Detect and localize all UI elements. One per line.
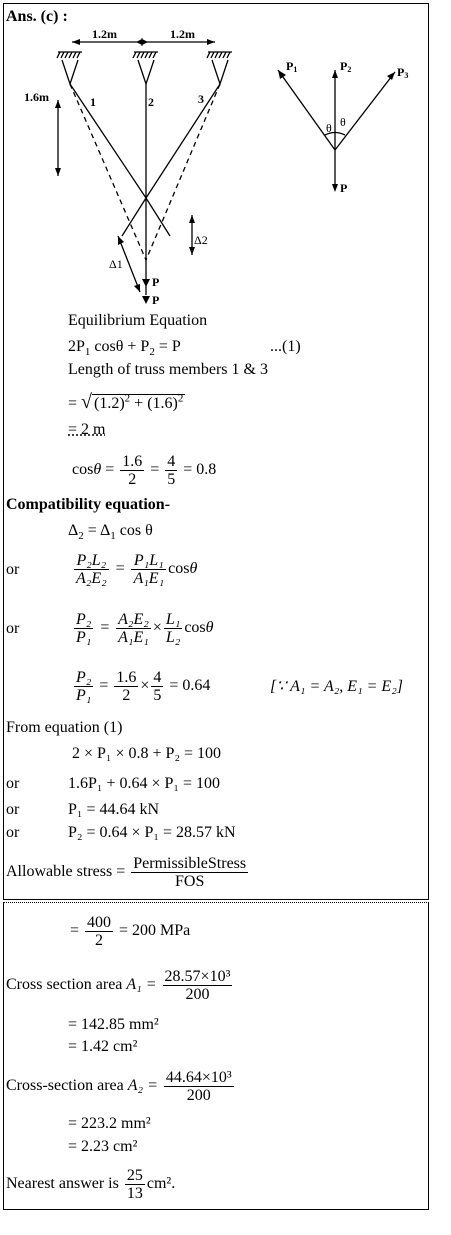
fbd-theta-right: θ [340,115,346,129]
or-label-3: or [6,775,20,792]
allowable-stress-line: Allowable stress = $\frac{\text{PermissibleStress}}{\text{FOS}}$ [6,854,247,890]
from-line3: P₁ = 44.64 kN [68,801,160,818]
or-label-2: or [6,620,20,637]
cos-theta-equation: cosθ = $\frac{1.6}{2}$ = $\frac{4}{5}$ = 0.8 [72,452,217,488]
member-3-label: 3 [198,92,204,106]
equilibrium-heading: Equilibrium Equation [68,312,208,329]
from-equation-heading: From equation (1) [6,719,123,736]
compatibility-line3: $\frac{\text{P₂}}{\text{P₁}}$ = $\frac{\text{A₂E₂}}{\text{A₁E₁}}$ × $\frac{\text{L₁}}{\text{L₂}}$ cosθ [76,610,214,646]
area1-mm2: = 142.85 mm² [68,1016,159,1033]
or-label-5: or [6,824,20,841]
allowable-stress-result: = $\frac{400}{2}$ = 200 MPa [70,913,191,949]
from-line4: P₂ = 0.64 × P₁ = 28.57 kN [68,824,236,841]
area2-cm2: = 2.23 cm² [68,1138,138,1155]
or-label-1: or [6,561,20,578]
length-heading: Length of truss members 1 & 3 [68,361,268,378]
area1-cm2: = 1.42 cm² [68,1038,138,1055]
area1-line: Cross section area A₁ = $\frac{\text{28.57×10³}}{200}$ [6,967,231,1003]
load-p-bottom: P [152,293,160,307]
answer-label: Ans. (c) : [6,8,68,25]
dim-height: 1.6m [24,90,49,104]
compatibility-line2: $\frac{\text{P₂L₂}}{\text{A₂E₂}}$ = $\frac{\text{P₁L₁}}{\text{A₁E₁}}$ cosθ [76,551,198,587]
fbd-p2: P2 [340,59,352,74]
from-line2: 1.6P₁ + 0.64 × P₁ = 100 [68,775,221,792]
length-result: = 2 m [68,421,106,438]
delta-1-label: Δ1 [109,257,123,271]
nearest-answer: Nearest answer is $\frac{25}{13}$ cm². [6,1166,176,1202]
fbd-p1: P1 [286,59,298,74]
area2-line: Cross-section area A₂ = $\frac{\text{44.64×10³}}{200}$ [6,1068,232,1104]
member-1-label: 1 [90,95,96,109]
from-line1: 2 × P₁ × 0.8 + P₂ = 100 [72,745,222,762]
equation-ref: ...(1) [270,338,301,355]
compatibility-line1: $\Delta_2 = \Delta_1$ cos θ [68,522,153,543]
dim-left: 1.2m [92,27,117,41]
truss-figure [0,0,451,320]
member-2-label: 2 [148,95,154,109]
area2-mm2: = 223.2 mm² [68,1115,151,1132]
fbd-theta-left: θ [326,121,332,135]
compatibility-line4: $\frac{\text{P₂}}{\text{P₁}}$ = $\frac{1.6}{2}$ × $\frac{4}{5}$ = 0.64 [76,668,211,704]
compatibility-heading: Compatibility equation- [6,496,171,513]
dim-right: 1.2m [170,27,195,41]
since-condition: [∵ A₁ = A₂, E₁ = E₂] [270,678,403,695]
length-equation: = √ $(1.2)^2 + (1.6)^2$ [68,391,184,413]
fbd-p: P [340,181,348,195]
or-label-4: or [6,801,20,818]
equilibrium-equation: $2P_1$ $\cos\theta + P_2 = P$ [68,338,181,359]
fbd-p3: P3 [397,65,409,80]
load-p-top: P [152,275,160,289]
delta-2-label: Δ2 [194,233,208,247]
